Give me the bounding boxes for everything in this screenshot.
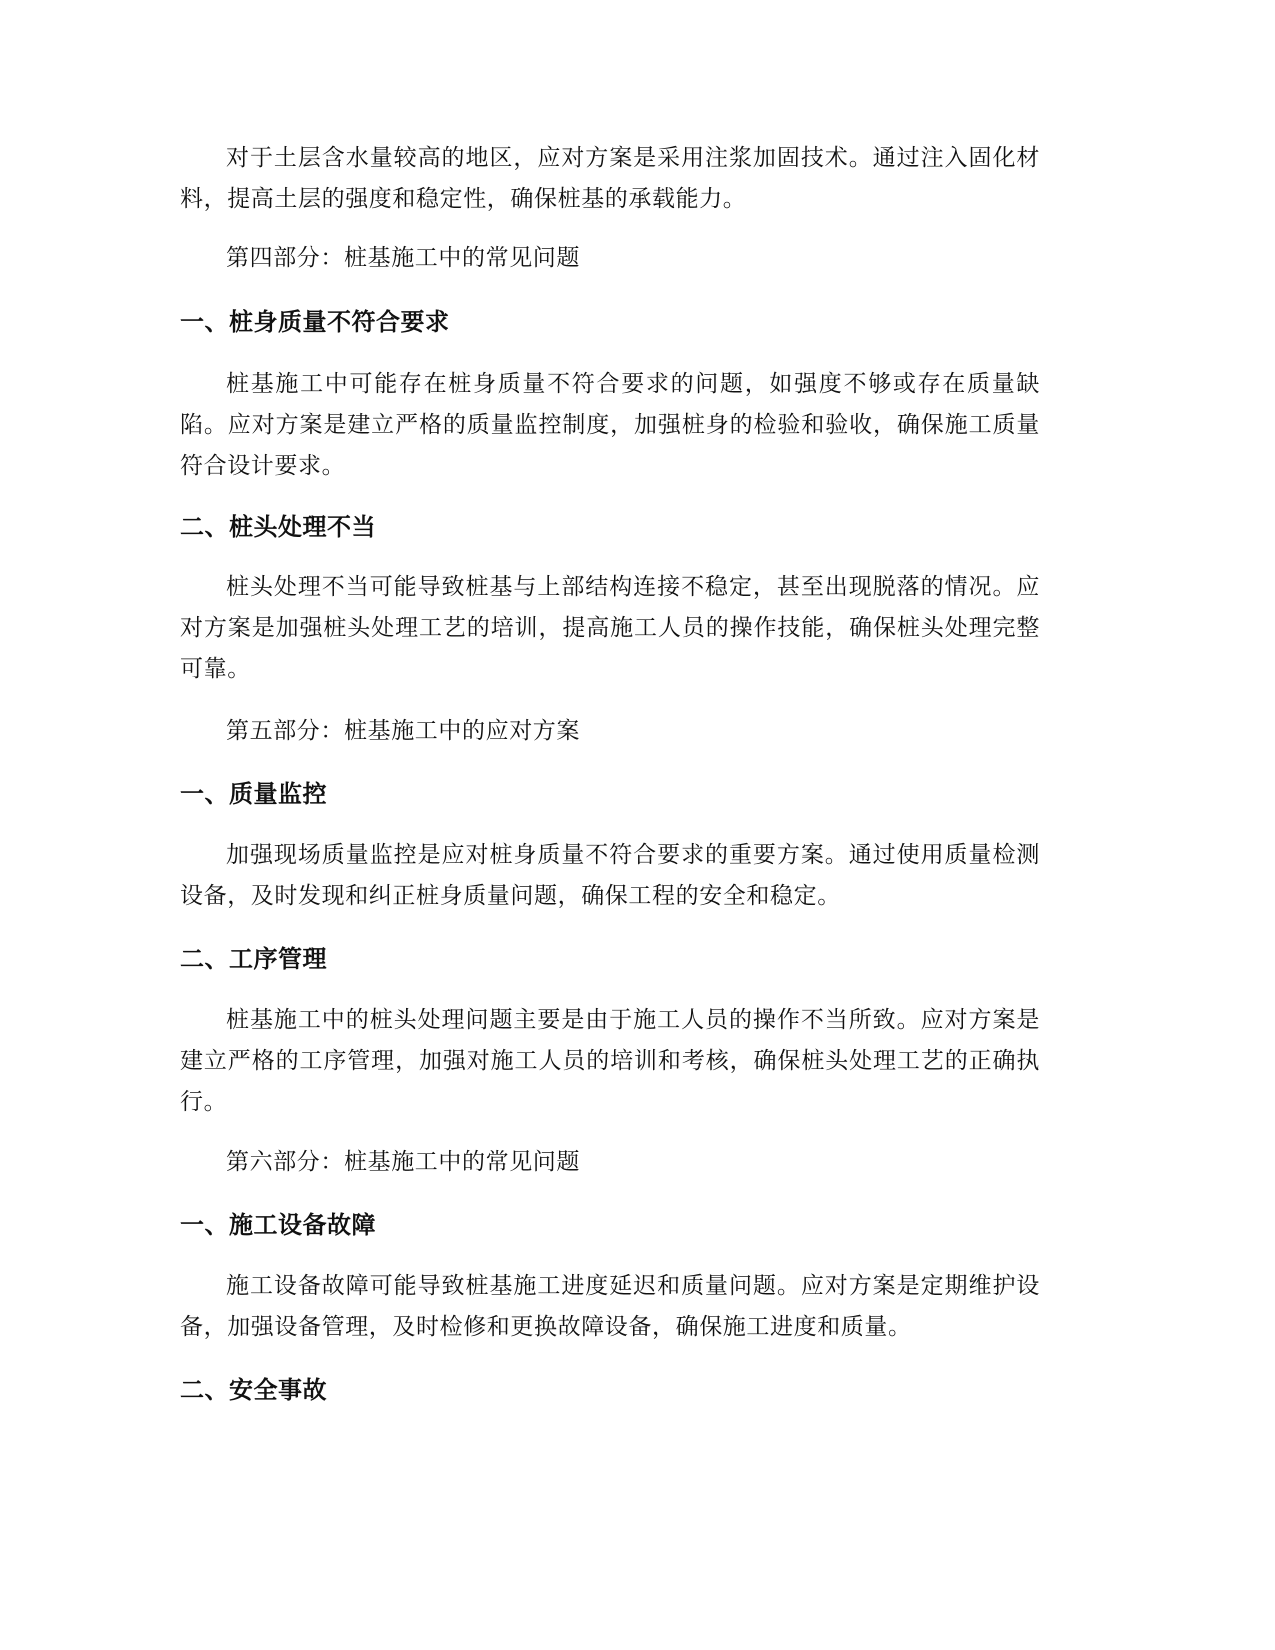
paragraph-equipment-failure: [180, 1266, 1040, 1348]
heading-process-management: [180, 941, 1040, 977]
heading-safety-accident: [180, 1372, 1040, 1408]
paragraph-soil-grouting: [180, 138, 1040, 220]
paragraph-text: 桩基施工中可能存在桩身质量不符合要求的问题，如强度不够或存在质量缺陷。应对方案是建立严格的质量监控制度，加强桩身的检验和验收，确保施工质量符合设计要求。: [180, 371, 1040, 479]
heading-text: 二、工序管理: [180, 945, 327, 973]
heading-pile-head-treatment: [180, 509, 1040, 545]
paragraph-text: 桩头处理不当可能导致桩基与上部结构连接不稳定，甚至出现脱落的情况。应对方案是加强桩头处理工艺的培训，提高施工人员的操作技能，确保桩头处理完整可靠。: [180, 574, 1040, 682]
paragraph-pile-body-quality: [180, 364, 1040, 487]
paragraph-process-management: [180, 1000, 1040, 1123]
section-title: 第六部分：桩基施工中的常见问题: [226, 1149, 580, 1175]
heading-text: 一、桩身质量不符合要求: [180, 308, 450, 336]
heading-text: 一、质量监控: [180, 780, 327, 808]
heading-quality-monitoring: [180, 776, 1040, 812]
section-title: 第四部分：桩基施工中的常见问题: [226, 245, 580, 271]
paragraph-text: 对于土层含水量较高的地区，应对方案是采用注浆加固技术。通过注入固化材料，提高土层的强度和稳定性，确保桩基的承载能力。: [180, 145, 1040, 212]
section-title-part4: [180, 238, 1040, 279]
paragraph-quality-monitoring: [180, 835, 1040, 917]
heading-text: 一、施工设备故障: [180, 1211, 376, 1239]
heading-text: 二、桩头处理不当: [180, 513, 376, 541]
heading-pile-body-quality: [180, 304, 1040, 340]
section-title-part5: [180, 711, 1040, 752]
paragraph-text: 桩基施工中的桩头处理问题主要是由于施工人员的操作不当所致。应对方案是建立严格的工序管理，加强对施工人员的培训和考核，确保桩头处理工艺的正确执行。: [180, 1007, 1040, 1115]
heading-text: 二、安全事故: [180, 1376, 327, 1404]
paragraph-text: 施工设备故障可能导致桩基施工进度延迟和质量问题。应对方案是定期维护设备，加强设备管理，及时检修和更换故障设备，确保施工进度和质量。: [180, 1273, 1040, 1340]
paragraph-text: 加强现场质量监控是应对桩身质量不符合要求的重要方案。通过使用质量检测设备，及时发现和纠正桩身质量问题，确保工程的安全和稳定。: [180, 842, 1040, 909]
heading-equipment-failure: [180, 1207, 1040, 1243]
section-title: 第五部分：桩基施工中的应对方案: [226, 718, 580, 744]
section-title-part6: [180, 1142, 1040, 1183]
paragraph-pile-head-treatment: [180, 567, 1040, 690]
